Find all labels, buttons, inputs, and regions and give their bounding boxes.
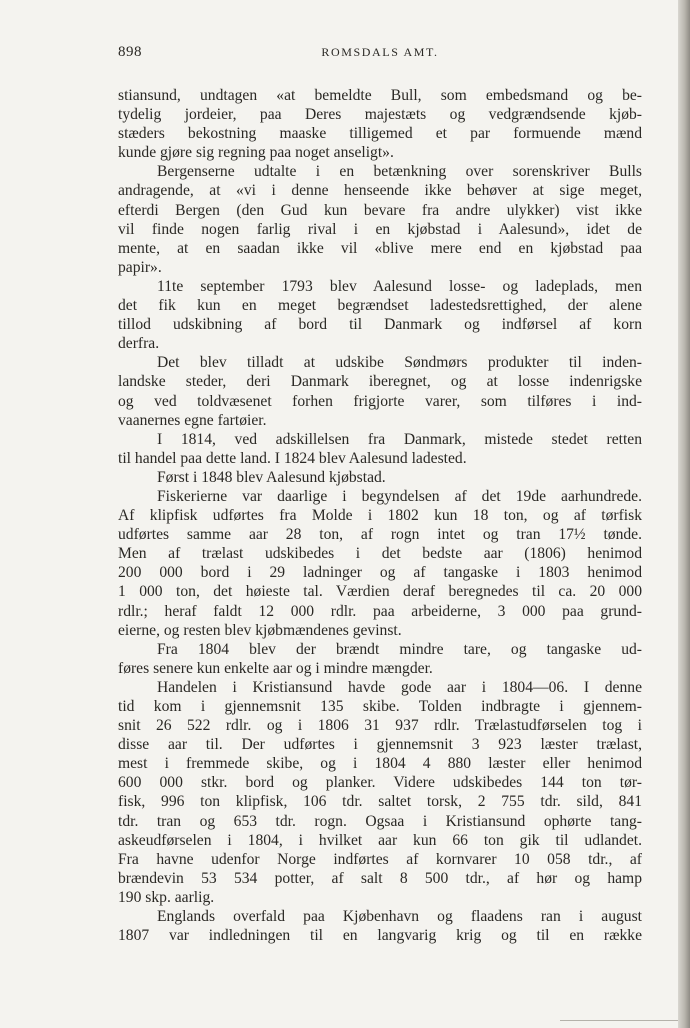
text-line: snit 26 522 rdlr. og i 1806 31 937 rdlr. Trælastudførselen tog i	[118, 717, 642, 735]
text-line: kunde gjøre sig regning paa noget anseligt».	[118, 144, 394, 162]
text-line: udførtes samme aar 28 ton, af rogn intet og tran 17½ tønde.	[118, 526, 642, 544]
body-text	[118, 86, 642, 945]
text-line: til handel paa dette land. I 1824 blev Aalesund ladested.	[118, 449, 467, 467]
text-line: 190 skp. aarlig.	[118, 888, 215, 906]
text-line: 1 000 ton, det høieste tal. Værdien deraf beregnedes til ca. 20 000	[118, 583, 642, 601]
text-line: 600 000 stkr. bord og planker. Videre udskibedes 144 ton tør-	[118, 774, 642, 792]
text-line: 200 000 bord i 29 ladninger og af tangaske i 1803 henimod	[118, 564, 642, 582]
text-line: vaanernes egne fartøier.	[118, 411, 267, 429]
text-line: tillod udskibning af bord til Danmark og indførsel af korn	[118, 316, 642, 334]
text-line: Handelen i Kristiansund havde gode aar i 1804—06. I denne	[157, 678, 642, 696]
text-line: askeudførselen i 1804, i hvilket aar kun 66 ton gik til udlandet.	[118, 831, 642, 849]
text-line: Først i 1848 blev Aalesund kjøbstad.	[157, 468, 386, 486]
text-line: mest i fremmede skibe, og i 1804 4 880 læster eller henimod	[118, 755, 642, 773]
text-line: andragende, at «vi i denne henseende ikke behøver at sige meget,	[118, 182, 642, 200]
text-line: stæders bekostning maaske tilligemed et par formuende mænd	[118, 125, 642, 143]
text-line: det fik kun en meget begrændset ladestedsrettighed, der alene	[118, 297, 642, 315]
text-line: Men af trælast udskibedes i det bedste aar (1806) henimod	[118, 545, 642, 563]
text-line: derfra.	[118, 335, 160, 353]
text-line: papir».	[118, 258, 162, 276]
text-line: landske steder, deri Danmark iberegnet, og at losse indenrigske	[118, 373, 642, 391]
page-bottom-rule	[560, 1020, 678, 1021]
running-head: ROMSDALS AMT.	[321, 45, 439, 59]
text-line: Det blev tilladt at udskibe Søndmørs produkter til inden-	[157, 354, 642, 372]
text-line: Englands overfald paa Kjøbenhavn og flaadens ran i august	[157, 908, 642, 926]
text-line: og ved toldvæsenet forhen frigjorte varer, som tilføres i ind-	[118, 392, 642, 410]
text-line: Fra havne udenfor Norge indførtes af kornvarer 10 058 tdr., af	[118, 850, 642, 868]
text-line: Af klipfisk udførtes fra Molde i 1802 kun 18 ton, og af tørfisk	[118, 507, 642, 525]
text-line: brændevin 53 534 potter, af salt 8 500 tdr., af hør og hamp	[118, 869, 642, 887]
text-line: stiansund, undtagen «at bemeldte Bull, som embedsmand og be-	[118, 87, 642, 104]
text-line: vil finde nogen farlig rival i en kjøbstad i Aalesund», idet de	[118, 220, 642, 238]
page-edge-shadow	[678, 0, 690, 1028]
text-line: eierne, og resten blev kjøbmændenes gevinst.	[118, 621, 402, 639]
text-line: mente, at en saadan ikke vil «blive mere end en kjøbstad paa	[118, 239, 642, 257]
text-line: fisk, 996 ton klipfisk, 106 tdr. saltet torsk, 2 755 tdr. sild, 841	[118, 793, 642, 811]
text-line: tydelig jordeier, paa Deres majestæts og vedgrændsende kjøb-	[118, 106, 642, 124]
text-line: rdlr.; heraf faldt 12 000 rdlr. paa arbeiderne, 3 000 paa grund-	[118, 602, 642, 620]
text-line: I 1814, ved adskillelsen fra Danmark, mistede stedet retten	[157, 430, 642, 448]
text-line: tid kom i gjennemsnit 135 skibe. Tolden indbragte i gjennem-	[118, 698, 642, 715]
text-line: disse aar til. Der udførtes i gjennemsnit 3 923 læster trælast,	[118, 736, 642, 754]
page-header	[118, 44, 642, 66]
text-line: Bergenserne udtalte i en betænkning over sorenskriver Bulls	[157, 163, 642, 181]
text-line: føres senere kun enkelte aar og i mindre mængder.	[118, 659, 433, 677]
text-line: 1807 var indledningen til en langvarig krig og til en række	[118, 927, 642, 945]
text-line: tdr. tran og 653 tdr. rogn. Ogsaa i Kristiansund ophørte tang-	[118, 812, 642, 830]
text-line: 11te september 1793 blev Aalesund losse- og ladeplads, men	[157, 277, 642, 295]
text-line: Fra 1804 blev der brændt mindre tare, og tangaske ud-	[157, 640, 642, 658]
text-line: Fiskerierne var daarlige i begyndelsen af det 19de aarhundrede.	[157, 487, 642, 505]
text-line: efterdi Bergen (den Gud kun bevare fra andre ulykker) vist ikke	[118, 201, 642, 219]
page-number: 898	[118, 44, 142, 60]
